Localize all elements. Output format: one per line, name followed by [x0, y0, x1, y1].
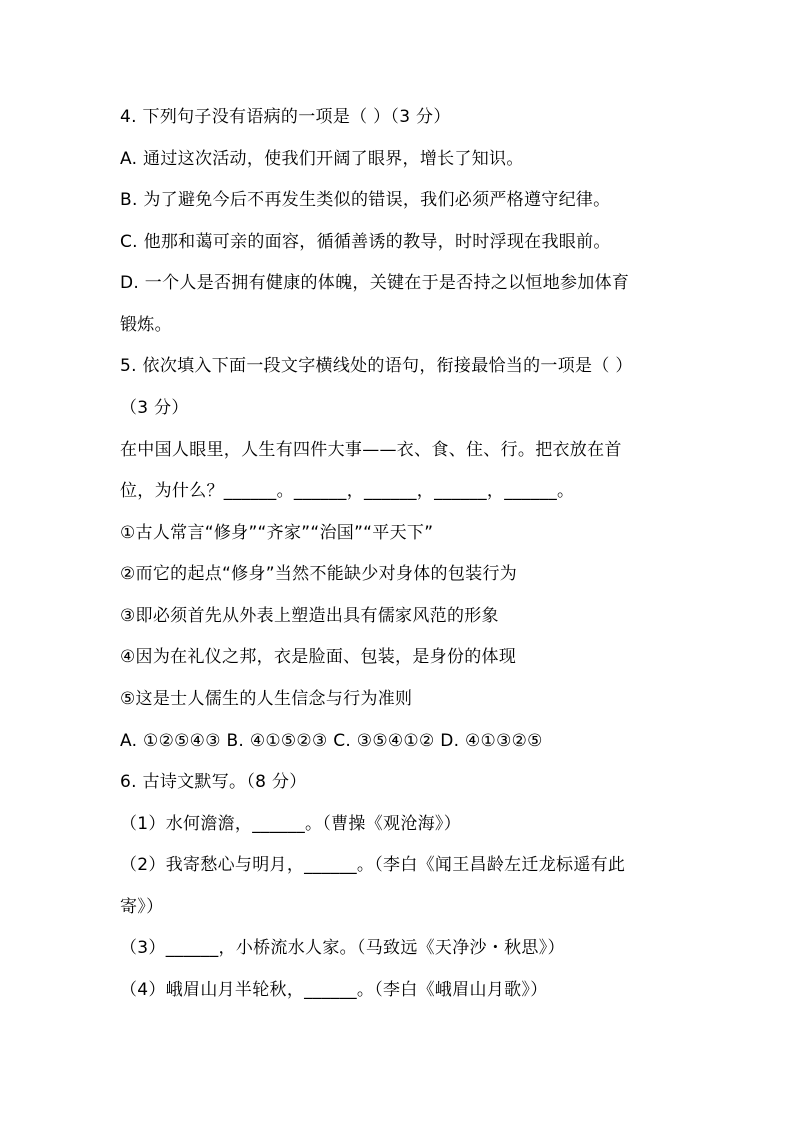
q5-passage-line1: 在中国人眼里，人生有四件大事——衣、食、住、行。把衣放在首	[120, 440, 622, 460]
q4-option-b: B. 为了避免今后不再发生类似的错误，我们必须严格遵守纪律。	[120, 190, 611, 210]
q4-stem: 4. 下列句子没有语病的一项是（ ）（3 分）	[120, 107, 451, 127]
q6-item-1: （1）水何澹澹，______。（曹操《观沧海》）	[120, 814, 462, 834]
q5-item-4: ④因为在礼仪之邦，衣是脸面、包装，是身份的体现	[120, 647, 517, 667]
q6-item-3: （3）______，小桥流水人家。（马致远《天净沙・秋思》）	[120, 938, 565, 958]
q5-item-3: ③即必须首先从外表上塑造出具有儒家风范的形象	[120, 606, 499, 626]
q6-stem: 6. 古诗文默写。（8 分）	[120, 772, 307, 792]
q6-item-2-line1: （2）我寄愁心与明月，______。（李白《闻王昌龄左迁龙标遥有此	[120, 855, 626, 875]
q5-item-2: ②而它的起点“修身”当然不能缺少对身体的包装行为	[120, 564, 518, 584]
q4-option-a: A. 通过这次活动，使我们开阔了眼界，增长了知识。	[120, 149, 524, 169]
q6-item-4: （4）峨眉山月半轮秋，______。（李白《峨眉山月歌》）	[120, 980, 548, 1000]
q5-passage-line2: 位，为什么？______。______，______，______，______。	[120, 481, 575, 501]
q4-option-d-line2: 锻炼。	[120, 315, 172, 335]
q5-options: A. ①②⑤④③ B. ④①⑤②③ C. ③⑤④①② D. ④①③②⑤	[120, 731, 543, 751]
q4-option-d-line1: D. 一个人是否拥有健康的体魄，关键在于是否持之以恒地参加体育	[120, 273, 630, 293]
q5-stem-line2: （3 分）	[120, 398, 189, 418]
q4-option-c: C. 他那和蔼可亲的面容，循循善诱的教导，时时浮现在我眼前。	[120, 232, 611, 252]
q5-item-1: ①古人常言“修身”“齐家”“治国”“平天下”	[120, 523, 434, 543]
q5-item-5: ⑤这是士人儒生的人生信念与行为准则	[120, 689, 413, 709]
q5-stem-line1: 5. 依次填入下面一段文字横线处的语句，衔接最恰当的一项是（ ）	[120, 356, 633, 376]
q6-item-2-line2: 寄》）	[120, 897, 164, 917]
